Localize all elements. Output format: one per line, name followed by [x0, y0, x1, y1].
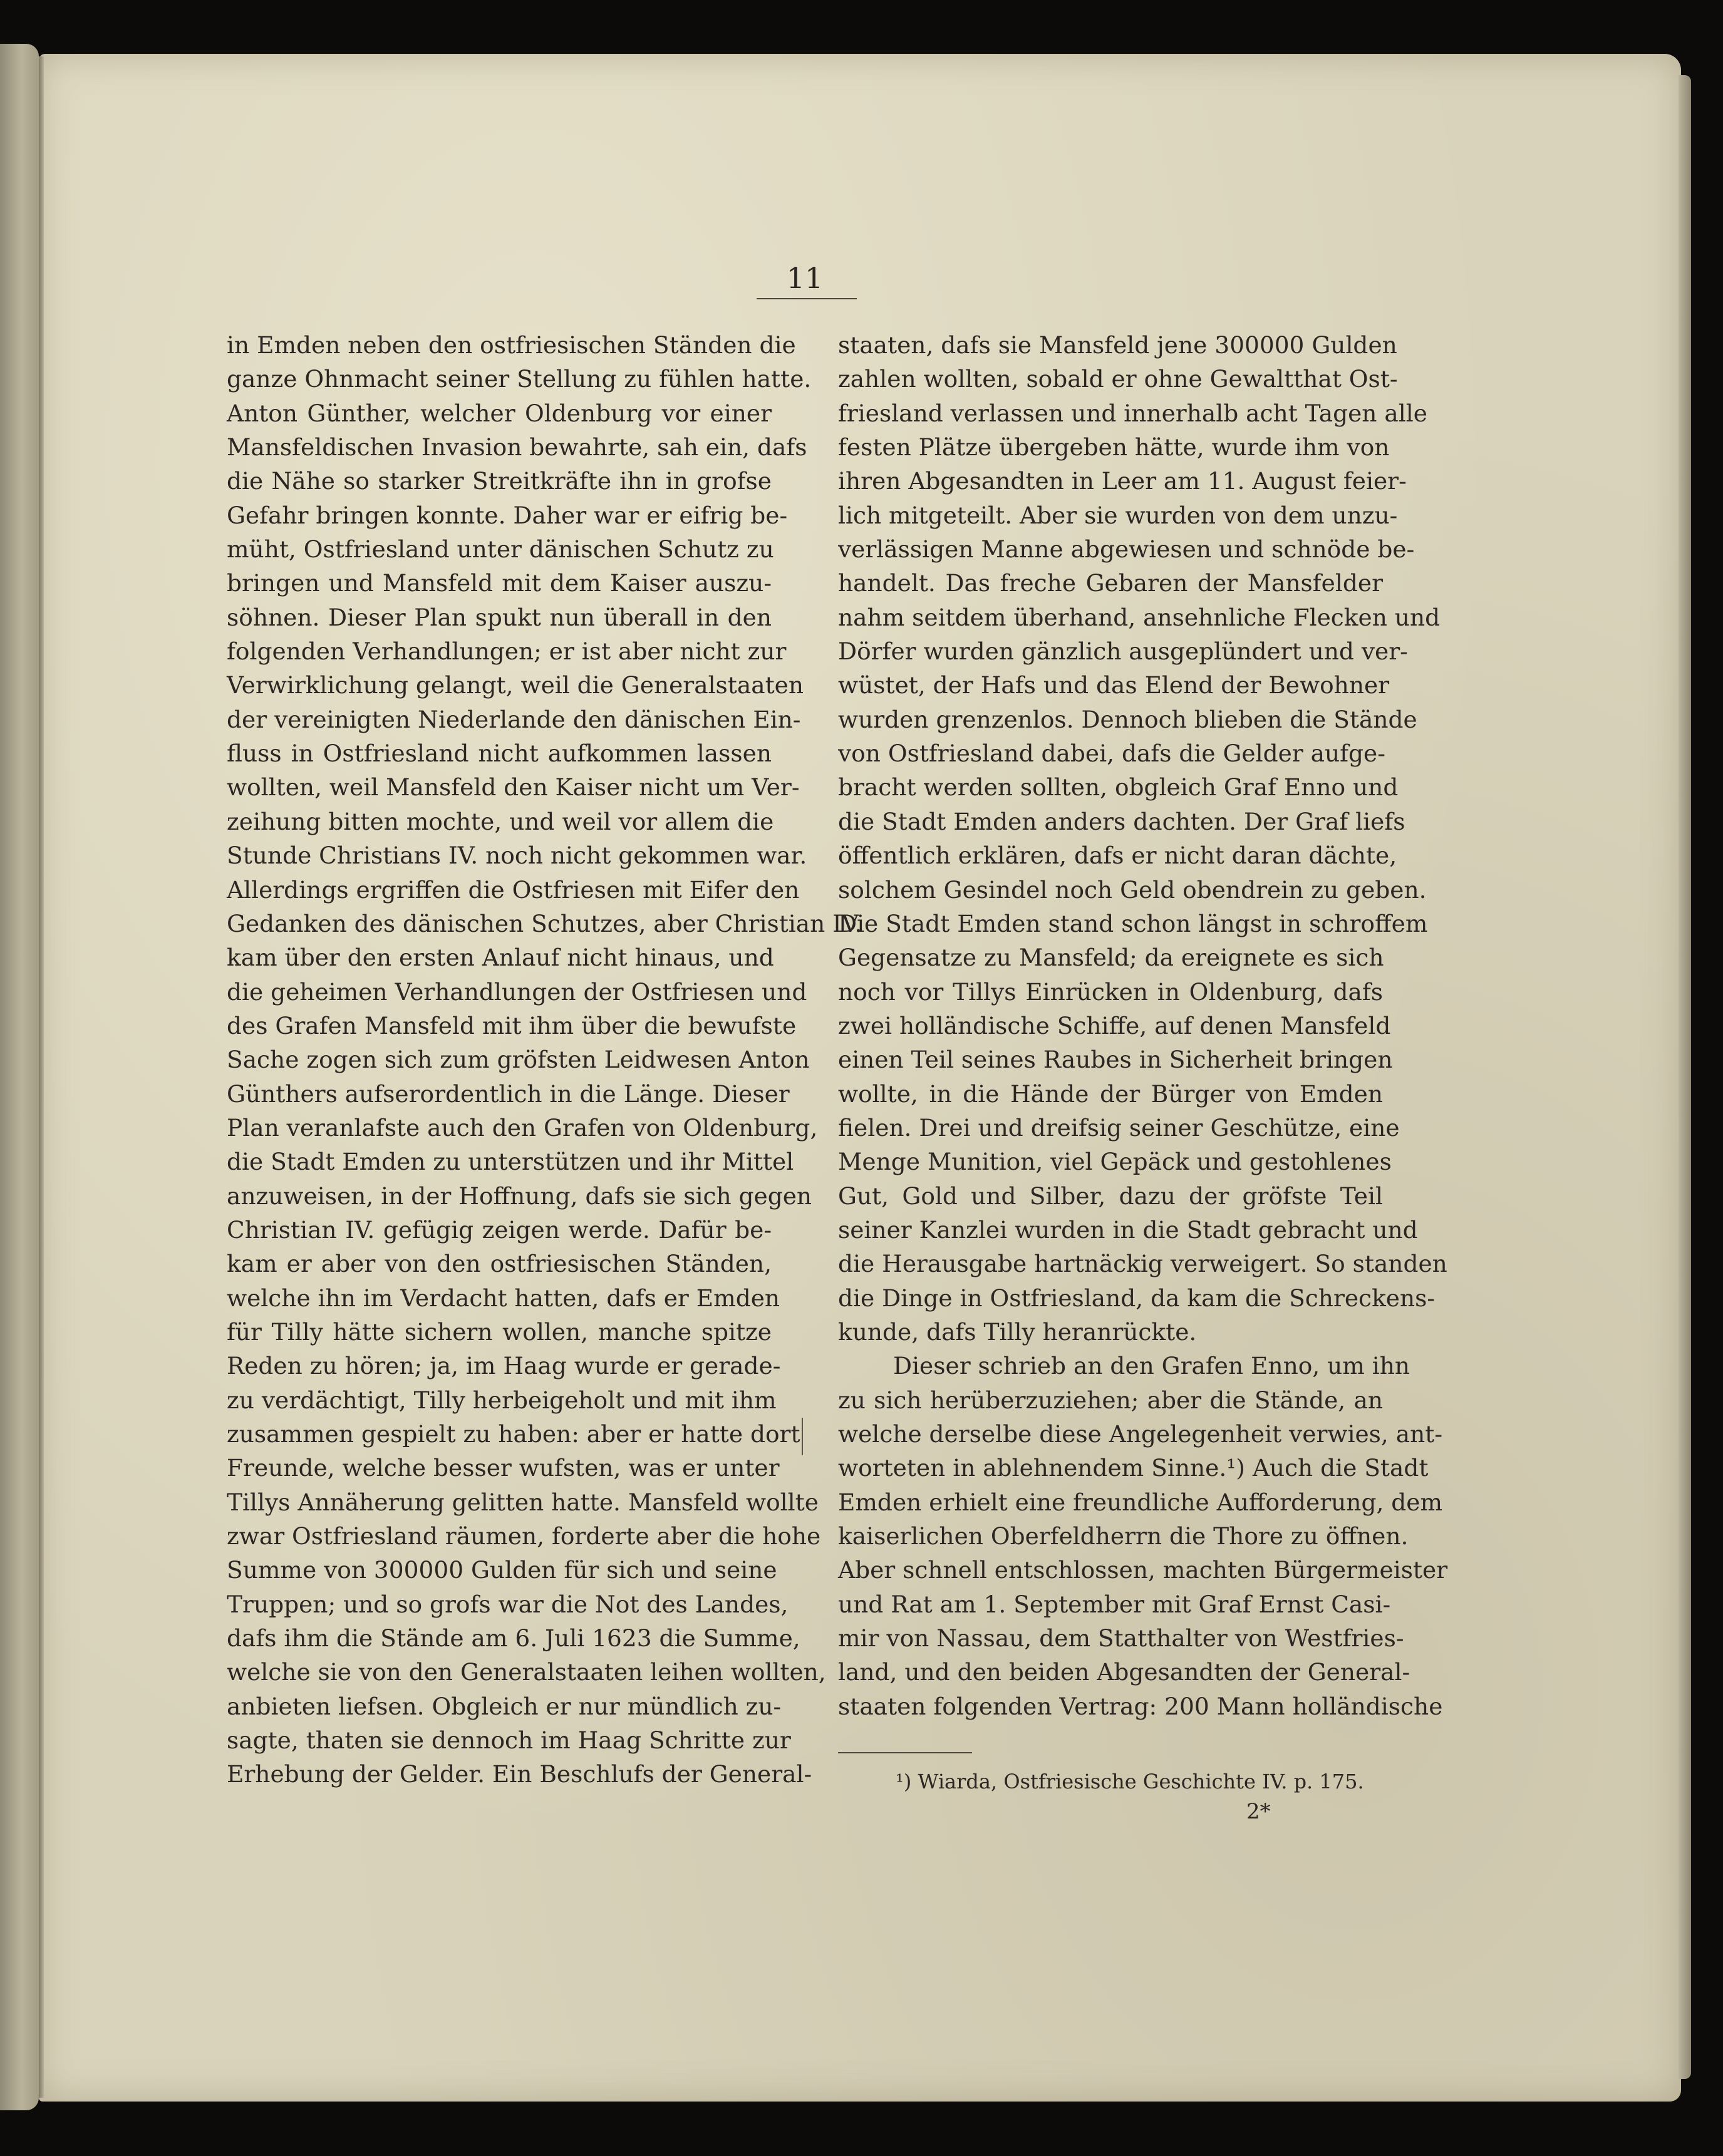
- text-line: fluss in Ostfriesland nicht aufkommen lassen: [227, 740, 772, 768]
- text-line: wollten, weil Mansfeld den Kaiser nicht um Ver-: [227, 773, 800, 802]
- text-line: welche sie von den Generalstaaten leihen wollten,: [227, 1658, 826, 1686]
- text-line: Anton Günther, welcher Oldenburg vor einer: [227, 399, 772, 427]
- text-line: Freunde, welche besser wufsten, was er unter: [227, 1454, 780, 1482]
- text-line: von Ostfriesland dabei, dafs die Gelder aufge-: [838, 740, 1385, 768]
- text-line: folgenden Verhandlungen; er ist aber nicht zur: [227, 637, 787, 666]
- text-line: die Herausgabe hartnäckig verweigert. So standen: [838, 1250, 1447, 1278]
- text-line: mir von Nassau, dem Statthalter von Westfries-: [838, 1624, 1404, 1653]
- left-text-column: [227, 328, 862, 1792]
- text-line: Dieser schrieb an den Grafen Enno, um ihn: [893, 1352, 1410, 1380]
- text-line: zu sich herüberzuziehen; aber die Stände, an: [838, 1386, 1383, 1414]
- text-line: anbieten liefsen. Obgleich er nur mündlich zu-: [227, 1692, 782, 1720]
- text-line: die Nähe so starker Streitkräfte ihn in grofse: [227, 467, 772, 495]
- text-line: wollte, in die Hände der Bürger von Emden: [838, 1080, 1383, 1108]
- text-line: welche ihn im Verdacht hatten, dafs er Emden: [227, 1284, 780, 1312]
- text-line: wüstet, der Hafs und das Elend der Bewohner: [838, 671, 1390, 699]
- text-line: Günthers aufserordentlich in die Länge. Dieser: [227, 1080, 790, 1108]
- text-line: söhnen. Dieser Plan spukt nun überall in den: [227, 603, 772, 631]
- text-line: Reden zu hören; ja, im Haag wurde er gerade-: [227, 1352, 781, 1380]
- text-line: kaiserlichen Oberfeldherrn die Thore zu öffnen.: [838, 1522, 1409, 1550]
- text-line: bracht werden sollten, obgleich Graf Enno und: [838, 773, 1399, 802]
- text-line: Christian IV. gefügig zeigen werde. Dafür be-: [227, 1215, 772, 1244]
- text-line: seiner Kanzlei wurden in die Stadt gebracht und: [838, 1215, 1418, 1244]
- text-line: handelt. Das freche Gebaren der Mansfelder: [838, 569, 1383, 597]
- text-line: ganze Ohnmacht seiner Stellung zu fühlen hatte.: [227, 365, 812, 393]
- binding-gutter: [39, 56, 44, 2098]
- text-line: fielen. Drei und dreifsig seiner Geschütze, eine: [838, 1113, 1400, 1142]
- right-page-edge: [1679, 75, 1691, 2079]
- footnote: ¹) Wiarda, Ostfriesische Geschichte IV. p. 175.: [896, 1770, 1364, 1793]
- text-line: solchem Gesindel noch Geld obendrein zu geben.: [838, 875, 1427, 904]
- text-line: Stunde Christians IV. noch nicht gekommen war.: [227, 842, 807, 870]
- text-line: kunde, dafs Tilly heranrückte.: [838, 1318, 1197, 1346]
- text-line: staaten folgenden Vertrag: 200 Mann holländische: [838, 1692, 1443, 1720]
- text-line: Gut, Gold und Silber, dazu der gröfste Teil: [838, 1182, 1383, 1210]
- text-line: worteten in ablehnendem Sinne.¹) Auch die Stadt: [838, 1454, 1429, 1482]
- header-rule: [757, 298, 857, 299]
- text-line: zwar Ostfriesland räumen, forderte aber die hohe: [227, 1522, 821, 1550]
- text-line: Summe von 300000 Gulden für sich und seine: [227, 1556, 777, 1584]
- text-line: die geheimen Verhandlungen der Ostfriesen und: [227, 977, 807, 1006]
- text-line: zeihung bitten mochte, und weil vor allem die: [227, 807, 774, 835]
- text-line: wurden grenzenlos. Dennoch blieben die Stände: [838, 705, 1417, 733]
- text-line: Menge Munition, viel Gepäck und gestohlenes: [838, 1148, 1392, 1176]
- text-line: zahlen wollten, sobald er ohne Gewaltthat Ost-: [838, 365, 1398, 393]
- text-line: nahm seitdem überhand, ansehnliche Flecken und: [838, 603, 1441, 631]
- text-line: lich mitgeteilt. Aber sie wurden von dem unzu-: [838, 501, 1398, 529]
- text-line: die Stadt Emden anders dachten. Der Graf liefs: [838, 807, 1405, 835]
- text-line: Dörfer wurden gänzlich ausgeplündert und ver-: [838, 637, 1408, 666]
- text-line: sagte, thaten sie dennoch im Haag Schritte zur: [227, 1726, 791, 1755]
- text-line: kam über den ersten Anlauf nicht hinaus, und: [227, 944, 774, 972]
- text-line: land, und den beiden Abgesandten der General-: [838, 1658, 1410, 1686]
- right-text-column: [838, 328, 1448, 1723]
- text-line: festen Plätze übergeben hätte, wurde ihm von: [838, 433, 1390, 462]
- column-divider: [802, 1418, 803, 1455]
- page-number: 11: [786, 261, 824, 295]
- text-line: Plan veranlafste auch den Grafen von Oldenburg,: [227, 1113, 818, 1142]
- text-line: Emden erhielt eine freundliche Aufforderung, dem: [838, 1488, 1443, 1516]
- text-line: Sache zogen sich zum gröfsten Leidwesen Anton: [227, 1046, 810, 1074]
- text-line: zusammen gespielt zu haben: aber er hatte dort: [227, 1420, 800, 1448]
- text-line: staaten, dafs sie Mansfeld jene 300000 Gulden: [838, 331, 1397, 359]
- text-line: des Grafen Mansfeld mit ihm über die bewufste: [227, 1011, 797, 1039]
- text-line: müht, Ostfriesland unter dänischen Schutz zu: [227, 535, 774, 564]
- text-line: Gegensatze zu Mansfeld; da ereignete es sich: [838, 944, 1384, 972]
- text-line: zu verdächtigt, Tilly herbeigeholt und mit ihm: [227, 1386, 777, 1414]
- text-line: Allerdings ergriffen die Ostfriesen mit Eifer den: [227, 875, 800, 904]
- text-line: und Rat am 1. September mit Graf Ernst Casi-: [838, 1590, 1391, 1618]
- left-page-edge: [0, 44, 39, 2110]
- text-line: Tillys Annäherung gelitten hatte. Mansfeld wollte: [227, 1488, 819, 1516]
- text-line: einen Teil seines Raubes in Sicherheit bringen: [838, 1046, 1393, 1074]
- text-line: verlässigen Manne abgewiesen und schnöde be-: [838, 535, 1415, 564]
- text-line: noch vor Tillys Einrücken in Oldenburg, dafs: [838, 977, 1383, 1006]
- footnote-rule: [838, 1752, 972, 1753]
- text-line: kam er aber von den ostfriesischen Ständen,: [227, 1250, 772, 1278]
- text-line: für Tilly hätte sichern wollen, manche spitze: [227, 1318, 772, 1346]
- text-line: öffentlich erklären, dafs er nicht daran dächte,: [838, 842, 1397, 870]
- text-line: Erhebung der Gelder. Ein Beschlufs der General-: [227, 1760, 812, 1788]
- text-line: Die Stadt Emden stand schon längst in schroffem: [838, 909, 1428, 937]
- text-line: der vereinigten Niederlande den dänischen Ein-: [227, 705, 801, 733]
- text-line: dafs ihm die Stände am 6. Juli 1623 die Summe,: [227, 1624, 800, 1653]
- text-line: in Emden neben den ostfriesischen Ständen die: [227, 331, 796, 359]
- text-line: Gedanken des dänischen Schutzes, aber Christian IV.: [227, 909, 862, 937]
- text-line: bringen und Mansfeld mit dem Kaiser auszu-: [227, 569, 772, 597]
- text-line: Aber schnell entschlossen, machten Bürgermeister: [838, 1556, 1448, 1584]
- text-line: friesland verlassen und innerhalb acht Tagen alle: [838, 399, 1427, 427]
- text-line: Verwirklichung gelangt, weil die Generalstaaten: [227, 671, 804, 699]
- text-line: die Dinge in Ostfriesland, da kam die Schreckens-: [838, 1284, 1436, 1312]
- text-line: Mansfeldischen Invasion bewahrte, sah ein, dafs: [227, 433, 807, 462]
- text-line: die Stadt Emden zu unterstützen und ihr Mittel: [227, 1148, 794, 1176]
- text-line: welche derselbe diese Angelegenheit verwies, ant-: [838, 1420, 1442, 1448]
- text-line: ihren Abgesandten in Leer am 11. August feier-: [838, 467, 1407, 495]
- signature-mark: 2*: [1246, 1799, 1271, 1824]
- text-line: Gefahr bringen konnte. Daher war er eifrig be-: [227, 501, 788, 529]
- text-line: anzuweisen, in der Hoffnung, dafs sie sich gegen: [227, 1182, 812, 1210]
- text-line: Truppen; und so grofs war die Not des Landes,: [227, 1590, 789, 1618]
- text-line: zwei holländische Schiffe, auf denen Mansfeld: [838, 1011, 1391, 1039]
